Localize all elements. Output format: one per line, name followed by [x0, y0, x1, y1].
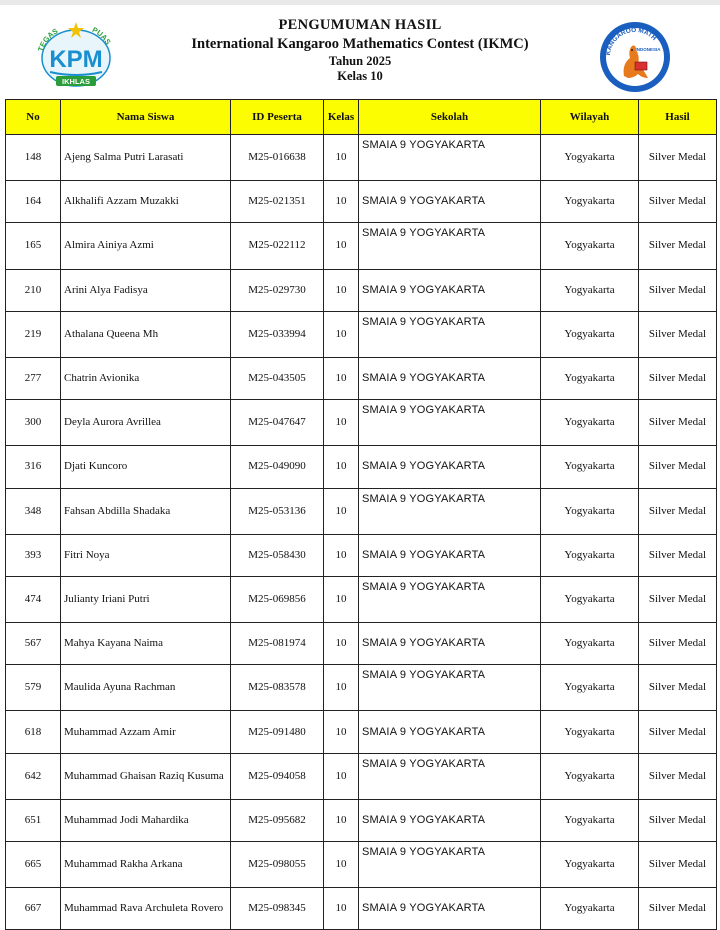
- cell-wilayah: Yogyakarta: [541, 400, 639, 446]
- cell-nama: Fitri Noya: [61, 534, 231, 576]
- cell-sekolah: SMAIA 9 YOGYAKARTA: [359, 269, 541, 311]
- cell-hasil: Silver Medal: [639, 357, 717, 399]
- table-row: [6, 842, 717, 888]
- cell-wilayah: Yogyakarta: [541, 534, 639, 576]
- table-row: [6, 311, 717, 357]
- table-row: [6, 400, 717, 446]
- page-title: PENGUMUMAN HASIL: [278, 17, 442, 33]
- cell-kelas: 10: [324, 488, 359, 534]
- cell-id-peserta: M25-033994: [231, 311, 324, 357]
- cell-id-peserta: M25-091480: [231, 711, 324, 753]
- cell-id-peserta: M25-047647: [231, 400, 324, 446]
- table-row: [6, 753, 717, 799]
- cell-sekolah: SMAIA 9 YOGYAKARTA: [359, 576, 541, 622]
- cell-no: 651: [6, 799, 61, 841]
- cell-kelas: 10: [324, 311, 359, 357]
- kangaroo-math-logo: [598, 20, 672, 94]
- cell-kelas: 10: [324, 753, 359, 799]
- cell-hasil: Silver Medal: [639, 135, 717, 181]
- cell-no: 474: [6, 576, 61, 622]
- results-table: [5, 99, 717, 930]
- cell-id-peserta: M25-058430: [231, 534, 324, 576]
- cell-nama: Muhammad Ghaisan Raziq Kusuma: [61, 753, 231, 799]
- top-bar: [0, 0, 720, 5]
- cell-kelas: 10: [324, 400, 359, 446]
- kangaroo-logo-sub-text: INDONESIA: [635, 47, 661, 52]
- cell-nama: Chatrin Avionika: [61, 357, 231, 399]
- table-row: [6, 799, 717, 841]
- cell-sekolah: SMAIA 9 YOGYAKARTA: [359, 665, 541, 711]
- table-row: [6, 223, 717, 269]
- cell-no: 277: [6, 357, 61, 399]
- kpm-logo: [32, 20, 120, 92]
- cell-kelas: 10: [324, 711, 359, 753]
- cell-id-peserta: M25-022112: [231, 223, 324, 269]
- cell-kelas: 10: [324, 623, 359, 665]
- cell-kelas: 10: [324, 357, 359, 399]
- cell-nama: Djati Kuncoro: [61, 446, 231, 488]
- cell-no: 567: [6, 623, 61, 665]
- cell-kelas: 10: [324, 665, 359, 711]
- cell-sekolah: SMAIA 9 YOGYAKARTA: [359, 753, 541, 799]
- cell-id-peserta: M25-094058: [231, 753, 324, 799]
- cell-nama: Fahsan Abdilla Shadaka: [61, 488, 231, 534]
- cell-nama: Muhammad Jodi Mahardika: [61, 799, 231, 841]
- cell-sekolah: SMAIA 9 YOGYAKARTA: [359, 488, 541, 534]
- kpm-logo-word-right: PUAS: [90, 25, 113, 47]
- cell-sekolah: SMAIA 9 YOGYAKARTA: [359, 888, 541, 930]
- cell-kelas: 10: [324, 799, 359, 841]
- cell-hasil: Silver Medal: [639, 665, 717, 711]
- cell-no: 665: [6, 842, 61, 888]
- table-header-row: [6, 100, 717, 135]
- cell-wilayah: Yogyakarta: [541, 799, 639, 841]
- cell-sekolah: SMAIA 9 YOGYAKARTA: [359, 711, 541, 753]
- cell-sekolah: SMAIA 9 YOGYAKARTA: [359, 446, 541, 488]
- cell-nama: Athalana Queena Mh: [61, 311, 231, 357]
- cell-id-peserta: M25-098055: [231, 842, 324, 888]
- cell-sekolah: SMAIA 9 YOGYAKARTA: [359, 842, 541, 888]
- cell-kelas: 10: [324, 181, 359, 223]
- cell-nama: Alkhalifi Azzam Muzakki: [61, 181, 231, 223]
- contest-name: International Kangaroo Mathematics Contest (IKMC): [191, 36, 529, 52]
- cell-kelas: 10: [324, 888, 359, 930]
- cell-sekolah: SMAIA 9 YOGYAKARTA: [359, 181, 541, 223]
- cell-sekolah: SMAIA 9 YOGYAKARTA: [359, 223, 541, 269]
- cell-wilayah: Yogyakarta: [541, 842, 639, 888]
- table-row: [6, 357, 717, 399]
- cell-hasil: Silver Medal: [639, 711, 717, 753]
- cell-no: 393: [6, 534, 61, 576]
- cell-sekolah: SMAIA 9 YOGYAKARTA: [359, 311, 541, 357]
- cell-wilayah: Yogyakarta: [541, 311, 639, 357]
- cell-wilayah: Yogyakarta: [541, 665, 639, 711]
- cell-no: 642: [6, 753, 61, 799]
- table-row: [6, 888, 717, 930]
- col-header-nama: Nama Siswa: [61, 100, 231, 135]
- table-row: [6, 576, 717, 622]
- cell-id-peserta: M25-053136: [231, 488, 324, 534]
- cell-hasil: Silver Medal: [639, 888, 717, 930]
- cell-no: 210: [6, 269, 61, 311]
- cell-no: 316: [6, 446, 61, 488]
- cell-sekolah: SMAIA 9 YOGYAKARTA: [359, 400, 541, 446]
- grade-level: Kelas 10: [337, 69, 383, 83]
- table-row: [6, 488, 717, 534]
- cell-no: 579: [6, 665, 61, 711]
- header-titles: [150, 16, 570, 84]
- cell-hasil: Silver Medal: [639, 623, 717, 665]
- cell-wilayah: Yogyakarta: [541, 223, 639, 269]
- cell-id-peserta: M25-021351: [231, 181, 324, 223]
- cell-no: 219: [6, 311, 61, 357]
- cell-id-peserta: M25-043505: [231, 357, 324, 399]
- cell-sekolah: SMAIA 9 YOGYAKARTA: [359, 135, 541, 181]
- cell-id-peserta: M25-069856: [231, 576, 324, 622]
- col-header-hasil: Hasil: [639, 100, 717, 135]
- col-header-wilayah: Wilayah: [541, 100, 639, 135]
- cell-no: 348: [6, 488, 61, 534]
- cell-wilayah: Yogyakarta: [541, 181, 639, 223]
- cell-sekolah: SMAIA 9 YOGYAKARTA: [359, 534, 541, 576]
- cell-nama: Julianty Iriani Putri: [61, 576, 231, 622]
- col-header-id: ID Peserta: [231, 100, 324, 135]
- cell-kelas: 10: [324, 269, 359, 311]
- kangaroo-logo-arc-text: KANGAROO MATH: [604, 26, 658, 56]
- document-header: [0, 14, 720, 94]
- cell-sekolah: SMAIA 9 YOGYAKARTA: [359, 799, 541, 841]
- cell-wilayah: Yogyakarta: [541, 576, 639, 622]
- table-row: [6, 446, 717, 488]
- cell-hasil: Silver Medal: [639, 446, 717, 488]
- col-header-sekolah: Sekolah: [359, 100, 541, 135]
- cell-kelas: 10: [324, 842, 359, 888]
- table-row: [6, 623, 717, 665]
- cell-hasil: Silver Medal: [639, 753, 717, 799]
- cell-hasil: Silver Medal: [639, 400, 717, 446]
- cell-kelas: 10: [324, 576, 359, 622]
- cell-no: 148: [6, 135, 61, 181]
- cell-nama: Muhammad Azzam Amir: [61, 711, 231, 753]
- cell-kelas: 10: [324, 446, 359, 488]
- kpm-logo-main: KPM: [49, 46, 103, 73]
- cell-wilayah: Yogyakarta: [541, 888, 639, 930]
- cell-hasil: Silver Medal: [639, 311, 717, 357]
- contest-year: Tahun 2025: [328, 54, 392, 68]
- cell-wilayah: Yogyakarta: [541, 446, 639, 488]
- cell-nama: Maulida Ayuna Rachman: [61, 665, 231, 711]
- cell-hasil: Silver Medal: [639, 488, 717, 534]
- cell-kelas: 10: [324, 135, 359, 181]
- cell-wilayah: Yogyakarta: [541, 135, 639, 181]
- cell-sekolah: SMAIA 9 YOGYAKARTA: [359, 357, 541, 399]
- cell-kelas: 10: [324, 223, 359, 269]
- cell-nama: Ajeng Salma Putri Larasati: [61, 135, 231, 181]
- cell-id-peserta: M25-049090: [231, 446, 324, 488]
- table-row: [6, 534, 717, 576]
- table-row: [6, 665, 717, 711]
- cell-no: 667: [6, 888, 61, 930]
- cell-hasil: Silver Medal: [639, 576, 717, 622]
- cell-nama: Arini Alya Fadisya: [61, 269, 231, 311]
- cell-id-peserta: M25-016638: [231, 135, 324, 181]
- table-row: [6, 269, 717, 311]
- cell-id-peserta: M25-098345: [231, 888, 324, 930]
- cell-hasil: Silver Medal: [639, 223, 717, 269]
- cell-nama: Deyla Aurora Avrillea: [61, 400, 231, 446]
- cell-no: 164: [6, 181, 61, 223]
- cell-nama: Muhammad Rava Archuleta Rovero: [61, 888, 231, 930]
- table-row: [6, 181, 717, 223]
- cell-wilayah: Yogyakarta: [541, 753, 639, 799]
- cell-nama: Mahya Kayana Naima: [61, 623, 231, 665]
- kpm-logo-bottom: IKHLAS: [62, 77, 90, 86]
- cell-hasil: Silver Medal: [639, 799, 717, 841]
- cell-id-peserta: M25-029730: [231, 269, 324, 311]
- cell-id-peserta: M25-095682: [231, 799, 324, 841]
- cell-wilayah: Yogyakarta: [541, 488, 639, 534]
- cell-wilayah: Yogyakarta: [541, 269, 639, 311]
- cell-no: 165: [6, 223, 61, 269]
- cell-no: 300: [6, 400, 61, 446]
- cell-hasil: Silver Medal: [639, 534, 717, 576]
- cell-nama: Almira Ainiya Azmi: [61, 223, 231, 269]
- cell-kelas: 10: [324, 534, 359, 576]
- cell-no: 618: [6, 711, 61, 753]
- cell-sekolah: SMAIA 9 YOGYAKARTA: [359, 623, 541, 665]
- col-header-kelas: Kelas: [324, 100, 359, 135]
- kpm-logo-word-left: TEGAS: [35, 26, 60, 53]
- cell-hasil: Silver Medal: [639, 181, 717, 223]
- table-row: [6, 135, 717, 181]
- cell-nama: Muhammad Rakha Arkana: [61, 842, 231, 888]
- cell-hasil: Silver Medal: [639, 269, 717, 311]
- cell-id-peserta: M25-081974: [231, 623, 324, 665]
- cell-wilayah: Yogyakarta: [541, 711, 639, 753]
- cell-wilayah: Yogyakarta: [541, 357, 639, 399]
- table-row: [6, 711, 717, 753]
- cell-wilayah: Yogyakarta: [541, 623, 639, 665]
- cell-id-peserta: M25-083578: [231, 665, 324, 711]
- cell-hasil: Silver Medal: [639, 842, 717, 888]
- col-header-no: No: [6, 100, 61, 135]
